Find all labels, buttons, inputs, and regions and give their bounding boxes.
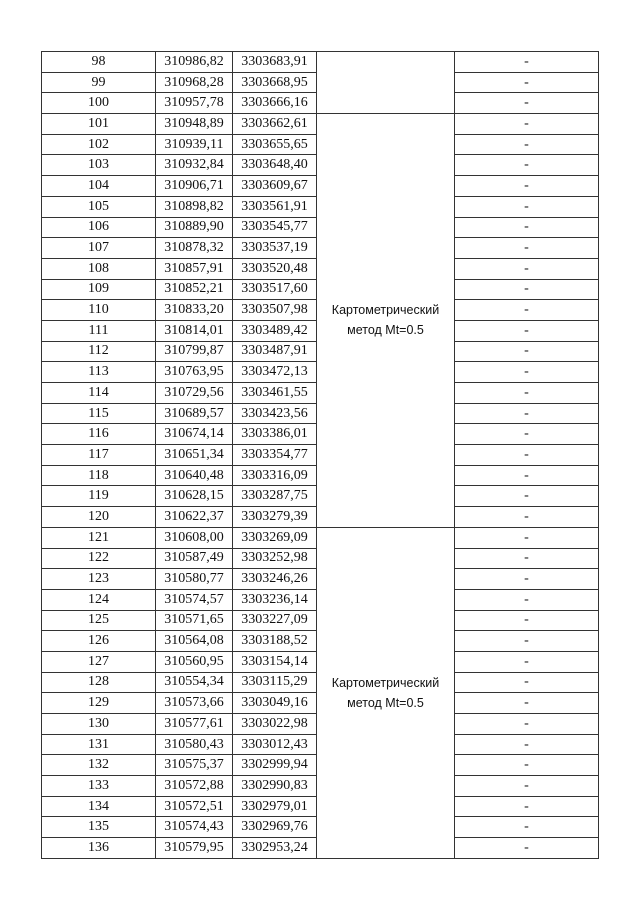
point-number-cell: 124 <box>42 589 156 610</box>
precision-cell: - <box>455 300 599 321</box>
precision-cell: - <box>455 672 599 693</box>
x-coordinate-cell: 310564,08 <box>156 631 233 652</box>
precision-cell: - <box>455 258 599 279</box>
precision-cell: - <box>455 486 599 507</box>
point-number-cell: 103 <box>42 155 156 176</box>
x-coordinate-cell: 310574,43 <box>156 817 233 838</box>
x-coordinate-cell: 310852,21 <box>156 279 233 300</box>
precision-cell: - <box>455 72 599 93</box>
x-coordinate-cell: 310577,61 <box>156 714 233 735</box>
x-coordinate-cell: 310580,77 <box>156 569 233 590</box>
precision-cell: - <box>455 776 599 797</box>
precision-cell: - <box>455 631 599 652</box>
point-number-cell: 110 <box>42 300 156 321</box>
precision-cell: - <box>455 838 599 859</box>
point-number-cell: 121 <box>42 527 156 548</box>
point-number-cell: 127 <box>42 651 156 672</box>
y-coordinate-cell: 3303489,42 <box>233 320 317 341</box>
x-coordinate-cell: 310898,82 <box>156 196 233 217</box>
precision-cell: - <box>455 383 599 404</box>
point-number-cell: 134 <box>42 796 156 817</box>
point-number-cell: 119 <box>42 486 156 507</box>
precision-cell: - <box>455 362 599 383</box>
precision-cell: - <box>455 238 599 259</box>
x-coordinate-cell: 310622,37 <box>156 507 233 528</box>
x-coordinate-cell: 310889,90 <box>156 217 233 238</box>
x-coordinate-cell: 310763,95 <box>156 362 233 383</box>
point-number-cell: 120 <box>42 507 156 528</box>
point-number-cell: 99 <box>42 72 156 93</box>
coordinates-table <box>41 51 599 859</box>
point-number-cell: 117 <box>42 445 156 466</box>
point-number-cell: 125 <box>42 610 156 631</box>
precision-cell: - <box>455 176 599 197</box>
point-number-cell: 100 <box>42 93 156 114</box>
y-coordinate-cell: 3303472,13 <box>233 362 317 383</box>
y-coordinate-cell: 3303012,43 <box>233 734 317 755</box>
precision-cell: - <box>455 93 599 114</box>
x-coordinate-cell: 310799,87 <box>156 341 233 362</box>
point-number-cell: 130 <box>42 714 156 735</box>
x-coordinate-cell: 310906,71 <box>156 176 233 197</box>
y-coordinate-cell: 3302953,24 <box>233 838 317 859</box>
y-coordinate-cell: 3303279,39 <box>233 507 317 528</box>
precision-cell: - <box>455 610 599 631</box>
precision-cell: - <box>455 507 599 528</box>
x-coordinate-cell: 310560,95 <box>156 651 233 672</box>
point-number-cell: 105 <box>42 196 156 217</box>
precision-cell: - <box>455 755 599 776</box>
precision-cell: - <box>455 114 599 135</box>
precision-cell: - <box>455 527 599 548</box>
point-number-cell: 98 <box>42 52 156 73</box>
y-coordinate-cell: 3303252,98 <box>233 548 317 569</box>
table-row <box>42 52 599 73</box>
point-number-cell: 114 <box>42 383 156 404</box>
coordinates-table-body <box>42 52 599 859</box>
x-coordinate-cell: 310572,88 <box>156 776 233 797</box>
precision-cell: - <box>455 651 599 672</box>
precision-cell: - <box>455 52 599 73</box>
point-number-cell: 123 <box>42 569 156 590</box>
point-number-cell: 109 <box>42 279 156 300</box>
y-coordinate-cell: 3303236,14 <box>233 589 317 610</box>
precision-cell: - <box>455 714 599 735</box>
x-coordinate-cell: 310608,00 <box>156 527 233 548</box>
table-row <box>42 114 599 135</box>
x-coordinate-cell: 310968,28 <box>156 72 233 93</box>
precision-cell: - <box>455 196 599 217</box>
y-coordinate-cell: 3303683,91 <box>233 52 317 73</box>
point-number-cell: 113 <box>42 362 156 383</box>
x-coordinate-cell: 310574,57 <box>156 589 233 610</box>
x-coordinate-cell: 310573,66 <box>156 693 233 714</box>
y-coordinate-cell: 3303188,52 <box>233 631 317 652</box>
y-coordinate-cell: 3303545,77 <box>233 217 317 238</box>
y-coordinate-cell: 3303227,09 <box>233 610 317 631</box>
precision-cell: - <box>455 403 599 424</box>
y-coordinate-cell: 3303316,09 <box>233 465 317 486</box>
y-coordinate-cell: 3303386,01 <box>233 424 317 445</box>
precision-cell: - <box>455 734 599 755</box>
precision-cell: - <box>455 693 599 714</box>
x-coordinate-cell: 310587,49 <box>156 548 233 569</box>
method-cell <box>317 52 455 114</box>
point-number-cell: 128 <box>42 672 156 693</box>
y-coordinate-cell: 3303246,26 <box>233 569 317 590</box>
point-number-cell: 112 <box>42 341 156 362</box>
precision-cell: - <box>455 341 599 362</box>
y-coordinate-cell: 3303517,60 <box>233 279 317 300</box>
x-coordinate-cell: 310932,84 <box>156 155 233 176</box>
x-coordinate-cell: 310579,95 <box>156 838 233 859</box>
y-coordinate-cell: 3303507,98 <box>233 300 317 321</box>
precision-cell: - <box>455 589 599 610</box>
y-coordinate-cell: 3303154,14 <box>233 651 317 672</box>
point-number-cell: 131 <box>42 734 156 755</box>
point-number-cell: 101 <box>42 114 156 135</box>
x-coordinate-cell: 310674,14 <box>156 424 233 445</box>
x-coordinate-cell: 310857,91 <box>156 258 233 279</box>
precision-cell: - <box>455 569 599 590</box>
x-coordinate-cell: 310878,32 <box>156 238 233 259</box>
point-number-cell: 132 <box>42 755 156 776</box>
point-number-cell: 111 <box>42 320 156 341</box>
y-coordinate-cell: 3302979,01 <box>233 796 317 817</box>
y-coordinate-cell: 3303287,75 <box>233 486 317 507</box>
precision-cell: - <box>455 817 599 838</box>
x-coordinate-cell: 310554,34 <box>156 672 233 693</box>
precision-cell: - <box>455 796 599 817</box>
point-number-cell: 104 <box>42 176 156 197</box>
y-coordinate-cell: 3303269,09 <box>233 527 317 548</box>
point-number-cell: 108 <box>42 258 156 279</box>
y-coordinate-cell: 3303354,77 <box>233 445 317 466</box>
y-coordinate-cell: 3303487,91 <box>233 341 317 362</box>
y-coordinate-cell: 3303461,55 <box>233 383 317 404</box>
y-coordinate-cell: 3303115,29 <box>233 672 317 693</box>
x-coordinate-cell: 310651,34 <box>156 445 233 466</box>
y-coordinate-cell: 3303049,16 <box>233 693 317 714</box>
y-coordinate-cell: 3303537,19 <box>233 238 317 259</box>
point-number-cell: 126 <box>42 631 156 652</box>
precision-cell: - <box>455 279 599 300</box>
y-coordinate-cell: 3303561,91 <box>233 196 317 217</box>
x-coordinate-cell: 310640,48 <box>156 465 233 486</box>
point-number-cell: 115 <box>42 403 156 424</box>
x-coordinate-cell: 310948,89 <box>156 114 233 135</box>
y-coordinate-cell: 3303655,65 <box>233 134 317 155</box>
precision-cell: - <box>455 134 599 155</box>
y-coordinate-cell: 3303666,16 <box>233 93 317 114</box>
table-row <box>42 527 599 548</box>
precision-cell: - <box>455 424 599 445</box>
precision-cell: - <box>455 465 599 486</box>
y-coordinate-cell: 3303423,56 <box>233 403 317 424</box>
y-coordinate-cell: 3303609,67 <box>233 176 317 197</box>
y-coordinate-cell: 3302999,94 <box>233 755 317 776</box>
precision-cell: - <box>455 320 599 341</box>
point-number-cell: 106 <box>42 217 156 238</box>
point-number-cell: 102 <box>42 134 156 155</box>
method-cell: Картометрический метод Mt=0.5 <box>317 114 455 528</box>
x-coordinate-cell: 310986,82 <box>156 52 233 73</box>
x-coordinate-cell: 310575,37 <box>156 755 233 776</box>
x-coordinate-cell: 310689,57 <box>156 403 233 424</box>
method-cell: Картометрический метод Mt=0.5 <box>317 527 455 858</box>
point-number-cell: 136 <box>42 838 156 859</box>
y-coordinate-cell: 3302990,83 <box>233 776 317 797</box>
x-coordinate-cell: 310580,43 <box>156 734 233 755</box>
point-number-cell: 133 <box>42 776 156 797</box>
point-number-cell: 107 <box>42 238 156 259</box>
y-coordinate-cell: 3303662,61 <box>233 114 317 135</box>
precision-cell: - <box>455 155 599 176</box>
x-coordinate-cell: 310571,65 <box>156 610 233 631</box>
x-coordinate-cell: 310628,15 <box>156 486 233 507</box>
y-coordinate-cell: 3303022,98 <box>233 714 317 735</box>
y-coordinate-cell: 3303520,48 <box>233 258 317 279</box>
x-coordinate-cell: 310833,20 <box>156 300 233 321</box>
x-coordinate-cell: 310729,56 <box>156 383 233 404</box>
precision-cell: - <box>455 217 599 238</box>
point-number-cell: 122 <box>42 548 156 569</box>
precision-cell: - <box>455 548 599 569</box>
x-coordinate-cell: 310572,51 <box>156 796 233 817</box>
point-number-cell: 135 <box>42 817 156 838</box>
point-number-cell: 129 <box>42 693 156 714</box>
y-coordinate-cell: 3303648,40 <box>233 155 317 176</box>
x-coordinate-cell: 310939,11 <box>156 134 233 155</box>
point-number-cell: 116 <box>42 424 156 445</box>
precision-cell: - <box>455 445 599 466</box>
y-coordinate-cell: 3302969,76 <box>233 817 317 838</box>
x-coordinate-cell: 310957,78 <box>156 93 233 114</box>
y-coordinate-cell: 3303668,95 <box>233 72 317 93</box>
x-coordinate-cell: 310814,01 <box>156 320 233 341</box>
point-number-cell: 118 <box>42 465 156 486</box>
